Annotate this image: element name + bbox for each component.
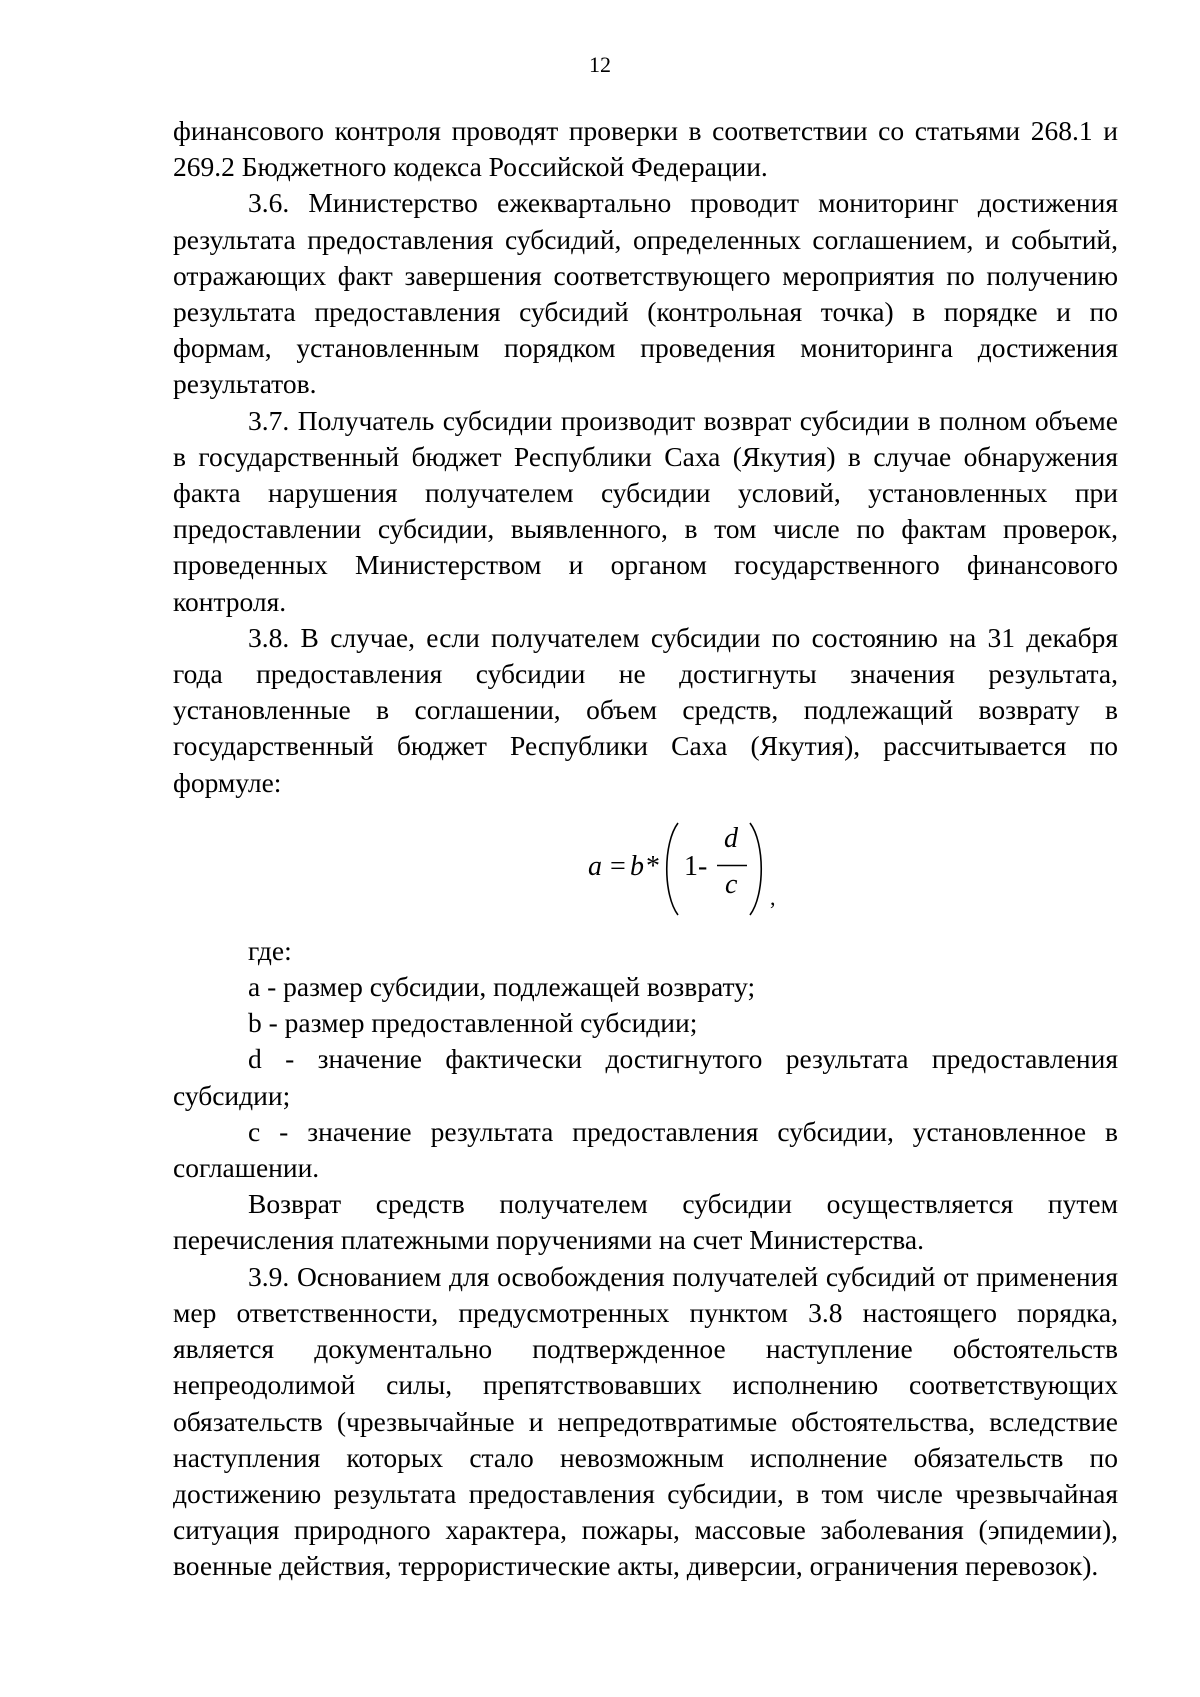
return-formula (588, 817, 788, 927)
formula-one-minus: 1- (684, 850, 708, 882)
paragraph-3-8: 3.8. В случае, если получателем субсидии по состоянию на 31 декабря года предоставления субсидии не достигнуты значения результата, установленные в соглашении, объем средств, подлежащий возврату в государственный бюджет Республики Саха (Якутия), рассчитывается по формуле: (173, 621, 1118, 798)
definition-d: d - значение фактически достигнутого результата предоставления субсидии; (173, 1043, 1118, 1111)
formula-equals: = (610, 850, 626, 882)
formula-block (173, 801, 1118, 933)
paragraph-return: Возврат средств получателем субсидии осуществляется путем перечисления платежными поручениями на счет Министерства. (173, 1188, 1118, 1256)
left-parenthesis (660, 821, 682, 917)
definition-b: b - размер предоставленной субсидии; (248, 1007, 698, 1039)
definition-a: a - размер субсидии, подлежащей возврату; (248, 971, 756, 1003)
paragraph-3-7: 3.7. Получатель субсидии производит возврат субсидии в полном объеме в государственный бюджет Республики Саха (Якутия) в случае обнаружения факта нарушения получателем субсидии условий, установленных при предоставлении субсидии, выявленного, в том числе по фактам проверок, проведенных Министерством и органом государственного финансового контроля. (173, 404, 1118, 617)
definition-c: c - значение результата предоставления субсидии, установленное в соглашении. (173, 1115, 1118, 1184)
formula-a: a (588, 850, 602, 882)
document-body (173, 113, 1118, 1585)
formula-b: b (630, 850, 644, 882)
paragraph-intro: финансового контроля проводят проверки в соответствии со статьями 268.1 и 269.2 Бюджетного кодекса Российской Федерации. (173, 115, 1118, 183)
where-label: где: (248, 934, 292, 966)
formula-comma: , (770, 884, 776, 910)
paragraph-3-6: 3.6. Министерство ежеквартально проводит мониторинг достижения результата предоставления субсидий, определенных соглашением, и событий, отражающих факт завершения соответствующего мероприятия по получению результата предоставления субсидий (контрольная точка) в порядке и по формам, установленным порядком проведения мониторинга достижения результатов. (173, 187, 1118, 400)
fraction-bar (717, 864, 747, 867)
right-parenthesis (746, 821, 768, 917)
formula-multiply: * (646, 850, 660, 882)
formula-numerator: d (724, 822, 738, 854)
page-number: 12 (589, 52, 611, 77)
formula-denominator: c (725, 868, 738, 900)
paragraph-3-9: 3.9. Основанием для освобождения получателей субсидий от применения мер ответственности, предусмотренных пунктом 3.8 настоящего порядка, является документально подтвержденное наступление обстоятельств непреодолимой силы, препятствовавших исполнению соответствующих обязательств (чрезвычайные и непредотвратимые обстоятельства, вследствие наступления которых стало невозможным исполнение обязательств по достижению результата предоставления субсидии, в том числе чрезвычайная ситуация природного характера, пожары, массовые заболевания (эпидемии), военные действия, террористические акты, диверсии, ограничения перевозок). (173, 1260, 1118, 1582)
